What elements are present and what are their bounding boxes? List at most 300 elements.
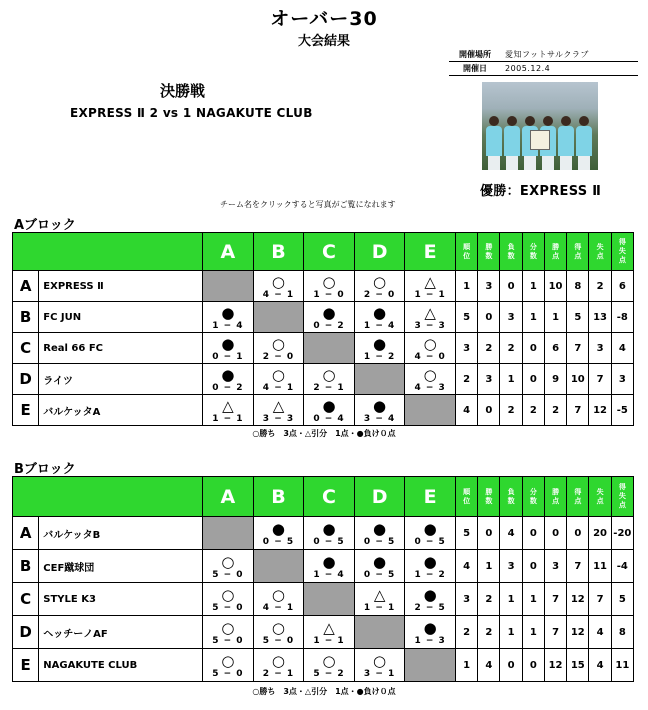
result-cell bbox=[354, 517, 405, 550]
stat-value: 1 bbox=[500, 364, 522, 395]
result-score: 2 − 1 bbox=[262, 668, 295, 679]
self-match-cell bbox=[304, 583, 355, 616]
stat-value: -4 bbox=[611, 550, 633, 583]
stat-value: 7 bbox=[544, 583, 566, 616]
result-cell bbox=[304, 616, 355, 649]
row-letter: E bbox=[13, 395, 39, 426]
block-a-legend: ○勝ち 3点・△引分 1点・●負け０点 bbox=[252, 429, 396, 438]
row-letter: C bbox=[13, 333, 39, 364]
result-cell bbox=[354, 550, 405, 583]
result-mark-icon: ● bbox=[423, 552, 437, 571]
result-mark-icon: ○ bbox=[271, 365, 286, 384]
result-cell bbox=[253, 395, 304, 426]
team-photo bbox=[482, 82, 598, 170]
result-cell bbox=[304, 271, 355, 302]
row-letter: C bbox=[13, 583, 39, 616]
result-mark-icon: ○ bbox=[271, 272, 286, 291]
result-mark-icon: ○ bbox=[423, 365, 437, 384]
stat-value: 9 bbox=[544, 364, 566, 395]
stat-value: 6 bbox=[544, 333, 566, 364]
table-row bbox=[13, 271, 634, 302]
stat-value: 0 bbox=[522, 649, 544, 682]
result-cell bbox=[304, 550, 355, 583]
stat-header-label: 順位 bbox=[463, 242, 471, 260]
stat-value: 15 bbox=[567, 649, 589, 682]
table-row bbox=[13, 583, 634, 616]
result-cell bbox=[304, 649, 355, 682]
stat-value: 1 bbox=[522, 271, 544, 302]
result-score: 0 − 2 bbox=[313, 320, 345, 331]
stat-value: 2 bbox=[455, 616, 477, 649]
result-cell bbox=[203, 550, 254, 583]
result-score: 4 − 1 bbox=[262, 289, 295, 300]
result-mark-icon: ● bbox=[373, 519, 387, 538]
result-score: 1 − 2 bbox=[363, 351, 396, 362]
result-score: 0 − 5 bbox=[414, 536, 446, 547]
stat-value: 1 bbox=[455, 271, 477, 302]
result-mark-icon: ● bbox=[221, 303, 235, 322]
stat-value: 0 bbox=[478, 395, 500, 426]
venue-date-label: 開催日 bbox=[463, 64, 487, 73]
result-cell bbox=[203, 649, 254, 682]
result-mark-icon: ● bbox=[271, 519, 286, 538]
result-mark-icon: ○ bbox=[271, 585, 286, 604]
stat-value: 4 bbox=[478, 649, 500, 682]
stat-header bbox=[522, 233, 544, 271]
row-letter: B bbox=[13, 302, 39, 333]
stat-header-label: 分数 bbox=[529, 487, 537, 505]
stat-value: 0 bbox=[567, 517, 589, 550]
result-mark-icon: ○ bbox=[221, 552, 235, 571]
table-row bbox=[13, 364, 634, 395]
stat-value: 0 bbox=[522, 517, 544, 550]
stat-value: 0 bbox=[500, 271, 522, 302]
venue-place-label: 開催場所 bbox=[459, 50, 491, 59]
stat-value: 3 bbox=[589, 333, 611, 364]
result-cell bbox=[203, 583, 254, 616]
header-blank bbox=[13, 233, 203, 271]
column-header-b: B bbox=[253, 233, 304, 271]
result-score: 3 − 3 bbox=[262, 413, 295, 424]
stat-value: 12 bbox=[589, 395, 611, 426]
row-letter: B bbox=[13, 550, 39, 583]
result-mark-icon: ● bbox=[423, 585, 437, 604]
result-cell bbox=[203, 616, 254, 649]
result-cell bbox=[354, 649, 405, 682]
stat-value: 4 bbox=[589, 649, 611, 682]
result-score: 1 − 1 bbox=[414, 289, 446, 300]
result-score: 5 − 0 bbox=[262, 635, 295, 646]
self-match-cell bbox=[354, 364, 405, 395]
stat-value: 4 bbox=[500, 517, 522, 550]
result-mark-icon: △ bbox=[373, 585, 386, 604]
result-cell bbox=[405, 550, 456, 583]
result-score: 1 − 4 bbox=[313, 569, 345, 580]
stat-value: 0 bbox=[544, 517, 566, 550]
stat-value: 2 bbox=[544, 395, 566, 426]
result-mark-icon: ● bbox=[373, 552, 387, 571]
stat-header bbox=[522, 477, 544, 517]
result-cell bbox=[203, 395, 254, 426]
stat-header bbox=[455, 477, 477, 517]
stat-header bbox=[544, 477, 566, 517]
row-letter: D bbox=[13, 616, 39, 649]
result-mark-icon: ○ bbox=[221, 651, 235, 670]
result-mark-icon: ○ bbox=[221, 585, 235, 604]
stat-header bbox=[611, 233, 633, 271]
stat-value: 2 bbox=[478, 583, 500, 616]
stat-value: 3 bbox=[544, 550, 566, 583]
stat-value: 3 bbox=[611, 364, 633, 395]
result-mark-icon: ● bbox=[373, 396, 387, 415]
stat-header bbox=[455, 233, 477, 271]
result-mark-icon: ○ bbox=[322, 651, 336, 670]
photo-hint: チーム名をクリックすると写真がご覧になれます bbox=[220, 200, 396, 209]
stat-value: 2 bbox=[455, 364, 477, 395]
self-match-cell bbox=[253, 550, 304, 583]
stat-header bbox=[567, 477, 589, 517]
certificate-board bbox=[530, 130, 550, 150]
result-cell bbox=[354, 333, 405, 364]
result-mark-icon: △ bbox=[323, 618, 335, 637]
block-a-label: Aブロック bbox=[14, 218, 76, 233]
stat-value: 10 bbox=[567, 364, 589, 395]
stat-value: 4 bbox=[589, 616, 611, 649]
stat-value: 7 bbox=[567, 550, 589, 583]
stat-header-label: 得点 bbox=[574, 487, 582, 505]
stat-value: 0 bbox=[478, 302, 500, 333]
stat-value: 7 bbox=[567, 395, 589, 426]
result-score: 0 − 5 bbox=[363, 569, 396, 580]
team-name-link[interactable]: NAGAKUTE CLUB bbox=[39, 649, 203, 682]
column-header-d: D bbox=[354, 233, 405, 271]
result-mark-icon: △ bbox=[424, 303, 436, 322]
team-name-link[interactable]: FC JUN bbox=[39, 302, 203, 333]
stat-value: 2 bbox=[478, 616, 500, 649]
stat-value: 4 bbox=[611, 333, 633, 364]
column-header-a: A bbox=[203, 477, 254, 517]
stat-header-label: 分数 bbox=[529, 242, 537, 260]
stat-value: 1 bbox=[455, 649, 477, 682]
result-cell bbox=[253, 616, 304, 649]
stat-value: -5 bbox=[611, 395, 633, 426]
stat-value: 1 bbox=[478, 550, 500, 583]
result-cell bbox=[405, 302, 456, 333]
result-mark-icon: ● bbox=[221, 334, 235, 353]
stat-header-label: 得点 bbox=[574, 242, 582, 260]
block-b-label: Bブロック bbox=[14, 462, 76, 477]
team-name-link[interactable]: ヘッチーノAF bbox=[39, 616, 203, 649]
self-match-cell bbox=[203, 271, 254, 302]
result-cell bbox=[304, 517, 355, 550]
result-cell bbox=[304, 395, 355, 426]
result-score: 2 − 5 bbox=[414, 602, 446, 613]
result-score: 4 − 1 bbox=[262, 602, 295, 613]
result-mark-icon: △ bbox=[424, 272, 436, 291]
team-name-link[interactable]: CEF蹴球団 bbox=[39, 550, 203, 583]
table-row bbox=[13, 550, 634, 583]
final-match-score: EXPRESS Ⅱ 2 vs 1 NAGAKUTE CLUB bbox=[70, 106, 313, 120]
result-score: 1 − 0 bbox=[313, 289, 345, 300]
result-score: 3 − 1 bbox=[363, 668, 396, 679]
block-b-legend: ○勝ち 3点・△引分 1点・●負け０点 bbox=[252, 687, 396, 696]
self-match-cell bbox=[405, 649, 456, 682]
stat-value: 20 bbox=[589, 517, 611, 550]
stat-value: 0 bbox=[522, 333, 544, 364]
result-mark-icon: ● bbox=[322, 396, 336, 415]
result-mark-icon: ○ bbox=[322, 272, 336, 291]
result-mark-icon: ○ bbox=[271, 334, 286, 353]
column-header-b: B bbox=[253, 477, 304, 517]
result-mark-icon: ● bbox=[373, 303, 387, 322]
table-header-row bbox=[13, 477, 634, 517]
result-score: 1 − 2 bbox=[414, 569, 446, 580]
stat-value: 2 bbox=[589, 271, 611, 302]
table-row bbox=[13, 517, 634, 550]
stat-header-label: 負数 bbox=[507, 242, 515, 260]
final-match-label: 決勝戦 bbox=[160, 82, 206, 100]
result-cell bbox=[354, 395, 405, 426]
stat-value: 0 bbox=[500, 649, 522, 682]
stat-value: 2 bbox=[500, 395, 522, 426]
row-letter: D bbox=[13, 364, 39, 395]
stat-header bbox=[500, 477, 522, 517]
stat-value: 2 bbox=[478, 333, 500, 364]
result-score: 5 − 0 bbox=[212, 602, 244, 613]
stat-value: 6 bbox=[611, 271, 633, 302]
stat-header-label: 勝点 bbox=[552, 242, 560, 260]
self-match-cell bbox=[203, 517, 254, 550]
stat-value: 3 bbox=[455, 583, 477, 616]
result-cell bbox=[203, 302, 254, 333]
page-title: オーバー30 bbox=[270, 8, 378, 30]
stat-header bbox=[478, 233, 500, 271]
table-row bbox=[13, 395, 634, 426]
result-mark-icon: ○ bbox=[221, 618, 235, 637]
result-score: 0 − 5 bbox=[363, 536, 396, 547]
stat-value: 1 bbox=[500, 616, 522, 649]
stat-value: 7 bbox=[567, 333, 589, 364]
result-mark-icon: ○ bbox=[373, 651, 387, 670]
result-score: 5 − 0 bbox=[212, 635, 244, 646]
stat-value: 8 bbox=[611, 616, 633, 649]
stat-value: 4 bbox=[455, 395, 477, 426]
stat-value: 0 bbox=[522, 364, 544, 395]
result-score: 5 − 2 bbox=[313, 668, 345, 679]
result-cell bbox=[354, 302, 405, 333]
stat-header bbox=[611, 477, 633, 517]
row-letter: A bbox=[13, 271, 39, 302]
venue-date-value: 2005.12.4 bbox=[505, 64, 551, 73]
result-mark-icon: ● bbox=[221, 365, 235, 384]
team-name-link[interactable]: EXPRESS Ⅱ bbox=[39, 271, 203, 302]
result-score: 0 − 1 bbox=[212, 351, 244, 362]
team-name-link[interactable]: ライツ bbox=[39, 364, 203, 395]
result-score: 4 − 1 bbox=[262, 382, 295, 393]
stat-header-label: 得失点 bbox=[618, 238, 626, 264]
result-score: 1 − 1 bbox=[212, 413, 244, 424]
result-cell bbox=[304, 302, 355, 333]
table-row bbox=[13, 649, 634, 682]
result-score: 0 − 5 bbox=[313, 536, 345, 547]
result-score: 0 − 2 bbox=[212, 382, 244, 393]
result-score: 4 − 0 bbox=[414, 351, 446, 362]
result-mark-icon: ● bbox=[322, 552, 336, 571]
self-match-cell bbox=[253, 302, 304, 333]
stat-value: 7 bbox=[544, 616, 566, 649]
result-mark-icon: ● bbox=[423, 618, 437, 637]
stat-value: 12 bbox=[567, 583, 589, 616]
result-cell bbox=[354, 271, 405, 302]
stat-header-label: 失点 bbox=[596, 487, 604, 505]
stat-value: 12 bbox=[567, 616, 589, 649]
result-cell bbox=[304, 364, 355, 395]
stat-value: -20 bbox=[611, 517, 633, 550]
row-letter: E bbox=[13, 649, 39, 682]
stat-value: 1 bbox=[544, 302, 566, 333]
stat-header-label: 勝数 bbox=[485, 487, 493, 505]
venue-info bbox=[449, 48, 638, 76]
table-row bbox=[13, 333, 634, 364]
stat-value: -8 bbox=[611, 302, 633, 333]
stat-header-label: 負数 bbox=[507, 487, 515, 505]
table-header-row bbox=[13, 233, 634, 271]
team-name-link[interactable]: STYLE K3 bbox=[39, 583, 203, 616]
column-header-a: A bbox=[203, 233, 254, 271]
stat-value: 7 bbox=[589, 364, 611, 395]
self-match-cell bbox=[405, 395, 456, 426]
stat-value: 12 bbox=[544, 649, 566, 682]
result-cell bbox=[354, 583, 405, 616]
stat-value: 5 bbox=[611, 583, 633, 616]
table-row bbox=[13, 616, 634, 649]
stat-header-label: 失点 bbox=[596, 242, 604, 260]
result-cell bbox=[405, 616, 456, 649]
result-cell bbox=[405, 333, 456, 364]
stat-header-label: 勝点 bbox=[552, 487, 560, 505]
column-header-e: E bbox=[405, 233, 456, 271]
result-score: 0 − 4 bbox=[313, 413, 345, 424]
venue-place-value: 愛知フットサルクラブ bbox=[505, 50, 589, 59]
result-score: 2 − 1 bbox=[313, 382, 345, 393]
result-cell bbox=[405, 583, 456, 616]
stat-header bbox=[500, 233, 522, 271]
stat-value: 3 bbox=[500, 302, 522, 333]
table-row bbox=[13, 302, 634, 333]
stat-value: 4 bbox=[455, 550, 477, 583]
stat-value: 5 bbox=[455, 302, 477, 333]
result-score: 5 − 0 bbox=[212, 668, 244, 679]
result-cell bbox=[405, 364, 456, 395]
venue-date-row bbox=[449, 62, 638, 76]
block-a-table bbox=[12, 232, 634, 426]
stat-value: 10 bbox=[544, 271, 566, 302]
result-cell bbox=[203, 333, 254, 364]
stat-header bbox=[544, 233, 566, 271]
team-name-link[interactable]: バルケッタA bbox=[39, 395, 203, 426]
result-cell bbox=[253, 517, 304, 550]
result-cell bbox=[405, 271, 456, 302]
result-score: 1 − 1 bbox=[313, 635, 345, 646]
self-match-cell bbox=[354, 616, 405, 649]
team-name-link[interactable]: Real 66 FC bbox=[39, 333, 203, 364]
stat-value: 0 bbox=[522, 550, 544, 583]
result-score: 2 − 0 bbox=[262, 351, 295, 362]
stat-value: 3 bbox=[478, 364, 500, 395]
column-header-c: C bbox=[304, 477, 355, 517]
stat-value: 11 bbox=[589, 550, 611, 583]
stat-value: 3 bbox=[455, 333, 477, 364]
result-score: 5 − 0 bbox=[212, 569, 244, 580]
result-score: 1 − 4 bbox=[212, 320, 244, 331]
result-mark-icon: ○ bbox=[423, 334, 437, 353]
stat-value: 1 bbox=[522, 302, 544, 333]
result-score: 0 − 5 bbox=[262, 536, 295, 547]
result-mark-icon: ○ bbox=[271, 651, 286, 670]
result-cell bbox=[253, 271, 304, 302]
result-cell bbox=[253, 333, 304, 364]
stat-header bbox=[589, 477, 611, 517]
result-cell bbox=[253, 649, 304, 682]
result-cell bbox=[253, 583, 304, 616]
stat-value: 3 bbox=[500, 550, 522, 583]
stat-value: 0 bbox=[478, 517, 500, 550]
stat-value: 5 bbox=[455, 517, 477, 550]
winner-label: 優勝：EXPRESS Ⅱ bbox=[480, 184, 602, 199]
result-cell bbox=[253, 364, 304, 395]
result-mark-icon: ● bbox=[373, 334, 387, 353]
column-header-d: D bbox=[354, 477, 405, 517]
stat-value: 2 bbox=[500, 333, 522, 364]
block-b-table bbox=[12, 476, 634, 682]
stat-value: 1 bbox=[522, 616, 544, 649]
result-cell bbox=[405, 517, 456, 550]
stat-value: 5 bbox=[567, 302, 589, 333]
stat-header-label: 得失点 bbox=[618, 483, 626, 509]
stat-value: 3 bbox=[478, 271, 500, 302]
column-header-e: E bbox=[405, 477, 456, 517]
header-blank bbox=[13, 477, 203, 517]
stat-header-label: 勝数 bbox=[485, 242, 493, 260]
row-letter: A bbox=[13, 517, 39, 550]
result-mark-icon: ● bbox=[322, 519, 336, 538]
result-score: 1 − 3 bbox=[414, 635, 446, 646]
venue-place-row bbox=[449, 48, 638, 62]
team-name-link[interactable]: バルケッタB bbox=[39, 517, 203, 550]
result-mark-icon: △ bbox=[272, 396, 285, 415]
stat-value: 1 bbox=[522, 583, 544, 616]
stat-header bbox=[478, 477, 500, 517]
stat-header bbox=[567, 233, 589, 271]
page-subtitle: 大会結果 bbox=[297, 34, 350, 49]
stat-value: 7 bbox=[589, 583, 611, 616]
result-score: 1 − 4 bbox=[363, 320, 396, 331]
stat-header bbox=[589, 233, 611, 271]
stat-header-label: 順位 bbox=[463, 487, 471, 505]
result-score: 3 − 3 bbox=[414, 320, 446, 331]
stat-value: 1 bbox=[500, 583, 522, 616]
stat-value: 11 bbox=[611, 649, 633, 682]
result-mark-icon: ● bbox=[423, 519, 437, 538]
self-match-cell bbox=[304, 333, 355, 364]
result-mark-icon: ○ bbox=[373, 272, 387, 291]
result-cell bbox=[203, 364, 254, 395]
stat-value: 8 bbox=[567, 271, 589, 302]
result-score: 2 − 0 bbox=[363, 289, 396, 300]
result-mark-icon: ○ bbox=[271, 618, 286, 637]
result-score: 4 − 3 bbox=[414, 382, 446, 393]
result-score: 1 − 1 bbox=[363, 602, 396, 613]
